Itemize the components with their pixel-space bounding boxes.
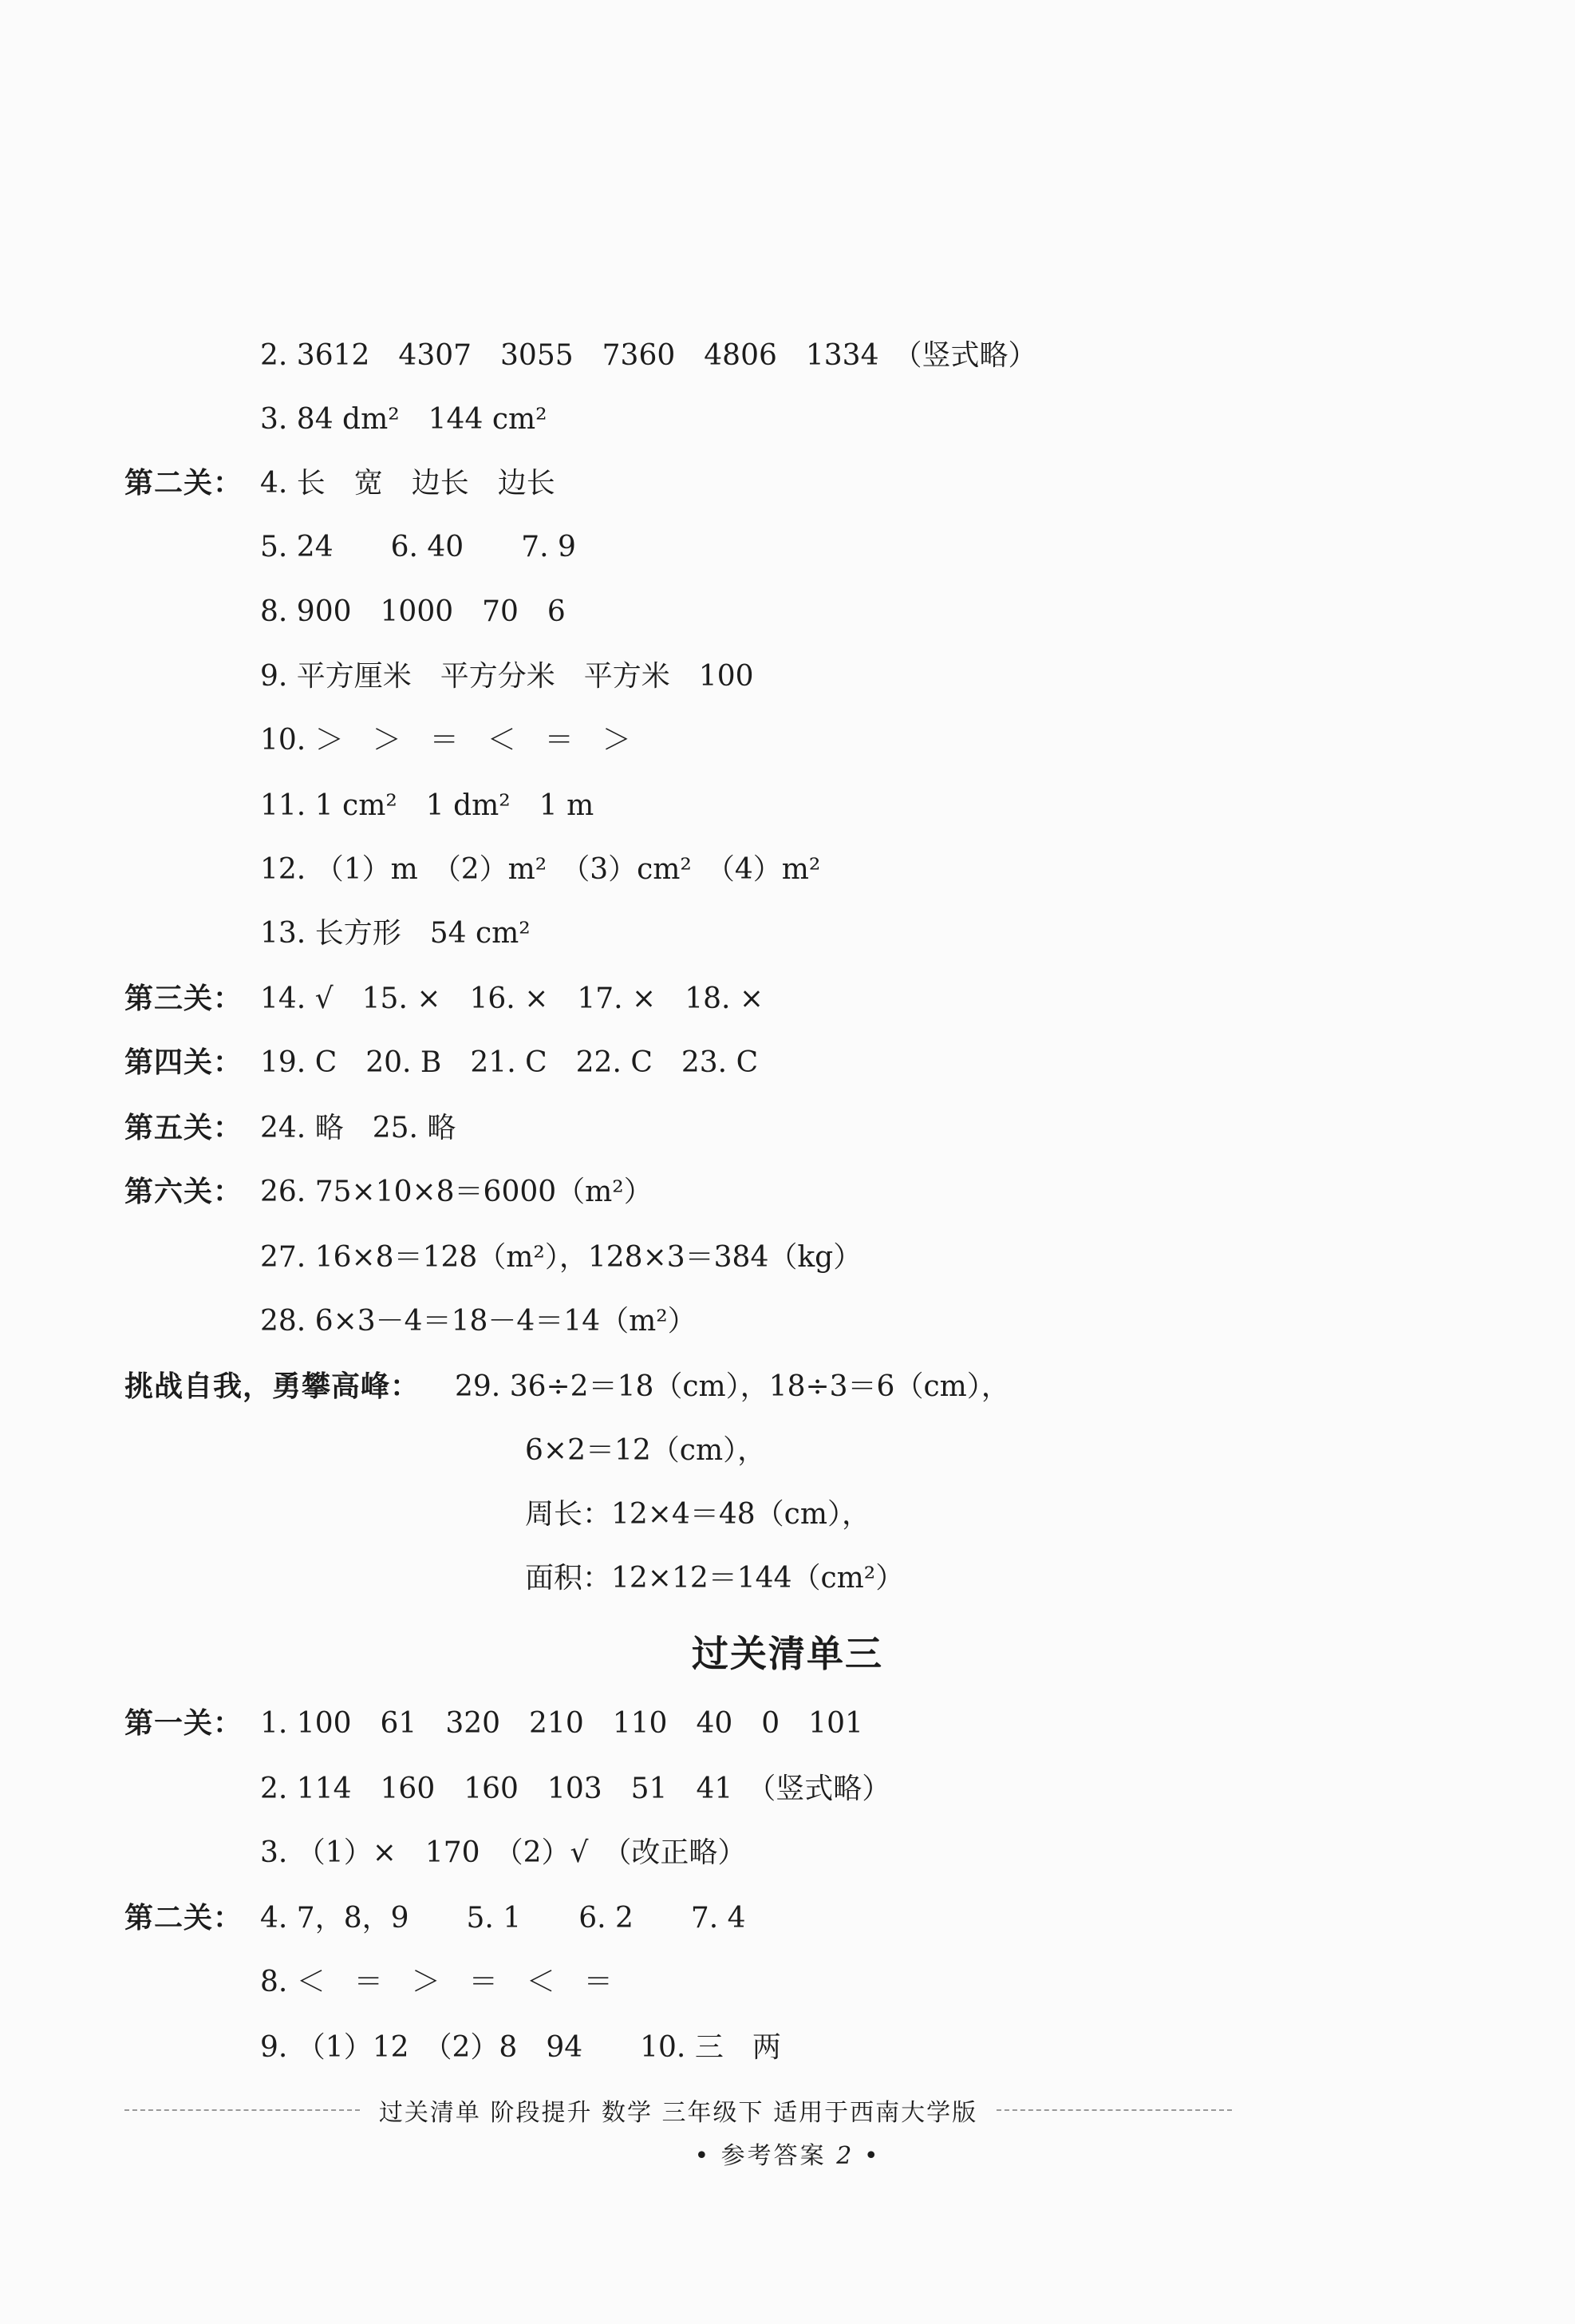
answer-text: 2. 114 160 160 103 51 41 （竖式略） bbox=[260, 1773, 891, 1805]
answer-text: 28. 6×3－4＝18－4＝14（m²） bbox=[260, 1305, 697, 1338]
answer-line bbox=[0, 1298, 1575, 1346]
section-label: 第二关： bbox=[124, 467, 243, 500]
page-number: 2 bbox=[836, 2142, 855, 2170]
answer-line bbox=[0, 1829, 1575, 1877]
answer-line bbox=[0, 1039, 1575, 1087]
answer-text: 6×2＝12（cm）， bbox=[525, 1434, 767, 1467]
answer-line bbox=[0, 1427, 1575, 1475]
answer-line bbox=[0, 1700, 1575, 1748]
answer-line bbox=[0, 846, 1575, 894]
answer-text: 29. 36÷2＝18（cm），18÷3＝6（cm）， bbox=[455, 1370, 1010, 1403]
answer-line bbox=[0, 1168, 1575, 1216]
answer-text: 12. （1）m （2）m² （3）cm² （4）m² bbox=[260, 853, 821, 886]
answer-text: 11. 1 cm² 1 dm² 1 m bbox=[260, 789, 594, 822]
answer-line bbox=[0, 1555, 1575, 1603]
answer-line bbox=[0, 1765, 1575, 1813]
answer-text: 9. （1）12 （2）8 94 10. 三 两 bbox=[260, 2031, 781, 2064]
answer-text: 8. ＜ ＝ ＞ ＝ ＜ ＝ bbox=[260, 1966, 613, 1998]
answer-line bbox=[0, 975, 1575, 1023]
answer-text: 26. 75×10×8＝6000（m²） bbox=[260, 1176, 653, 1208]
section-label: 第六关： bbox=[124, 1176, 243, 1208]
answer-text: 9. 平方厘米 平方分米 平方米 100 bbox=[260, 660, 754, 693]
answer-line bbox=[0, 588, 1575, 636]
answer-line bbox=[0, 1895, 1575, 1943]
answer-text: 2. 3612 4307 3055 7360 4806 1334 （竖式略） bbox=[260, 339, 1037, 372]
answer-text: 5. 24 6. 40 7. 9 bbox=[260, 531, 576, 563]
answer-line bbox=[0, 332, 1575, 380]
answer-line bbox=[0, 1958, 1575, 2006]
answer-line bbox=[0, 717, 1575, 765]
answer-text: 13. 长方形 54 cm² bbox=[260, 917, 531, 950]
section-title: 过关清单三 bbox=[692, 1632, 883, 1675]
section-label: 第一关： bbox=[124, 1707, 243, 1740]
answer-page-tag bbox=[0, 2136, 1575, 2171]
answer-text: 面积：12×12＝144（cm²） bbox=[525, 1562, 905, 1595]
answer-text: 27. 16×8＝128（m²），128×3＝384（kg） bbox=[260, 1241, 862, 1274]
answer-text: 3. 84 dm² 144 cm² bbox=[260, 403, 547, 436]
answer-text: 1. 100 61 320 210 110 40 0 101 bbox=[260, 1707, 863, 1740]
answer-text: 3. （1）× 170 （2）√ （改正略） bbox=[260, 1836, 747, 1869]
answer-text: 10. ＞ ＞ ＝ ＜ ＝ ＞ bbox=[260, 724, 631, 757]
answer-line bbox=[0, 653, 1575, 701]
answer-text: 8. 900 1000 70 6 bbox=[260, 595, 566, 628]
answer-line bbox=[0, 782, 1575, 830]
page-footer bbox=[124, 2094, 1232, 2126]
answer-line bbox=[0, 1491, 1575, 1539]
answer-text: 4. 长 宽 边长 边长 bbox=[260, 467, 555, 500]
section-label: 第三关： bbox=[124, 982, 243, 1015]
answer-line bbox=[0, 1363, 1575, 1411]
answer-line bbox=[0, 460, 1575, 508]
section-label: 第五关： bbox=[124, 1112, 243, 1144]
answer-line bbox=[0, 396, 1575, 444]
answer-text: 14. √ 15. × 16. × 17. × 18. × bbox=[260, 982, 764, 1015]
answer-text: 24. 略 25. 略 bbox=[260, 1112, 456, 1144]
footer-text: 过关清单 阶段提升 数学 三年级下 适用于西南大学版 bbox=[378, 2099, 978, 2127]
answer-text: 周长：12×4＝48（cm）， bbox=[525, 1498, 870, 1531]
section-label: 第二关： bbox=[124, 1902, 243, 1935]
section-label: 第四关： bbox=[124, 1046, 243, 1079]
answer-prefix: • 参考答案 bbox=[694, 2142, 827, 2170]
answer-line bbox=[0, 1234, 1575, 1282]
section-label: 挑战自我，勇攀高峰： bbox=[124, 1370, 420, 1403]
answer-line bbox=[0, 524, 1575, 571]
answer-text: 19. C 20. B 21. C 22. C 23. C bbox=[260, 1046, 759, 1079]
answer-line bbox=[0, 1105, 1575, 1152]
footer-divider-left bbox=[124, 2109, 360, 2111]
answer-suffix: • bbox=[863, 2142, 881, 2170]
footer-divider-right bbox=[997, 2109, 1232, 2111]
answer-line bbox=[0, 910, 1575, 958]
answer-text: 4. 7，8，9 5. 1 6. 2 7. 4 bbox=[260, 1902, 746, 1935]
answer-line bbox=[0, 2024, 1575, 2072]
